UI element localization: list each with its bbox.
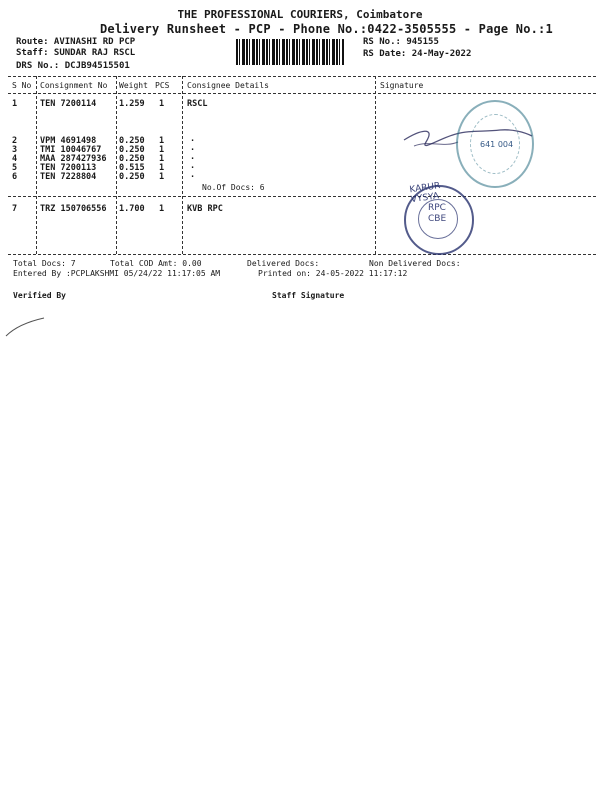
route-label: Route: AVINASHI RD PCP <box>16 37 136 47</box>
barcode <box>236 39 344 65</box>
table-row-consignment: VPM 4691498 <box>40 136 97 146</box>
consignee-name: RSCL <box>187 99 208 109</box>
table-row-weight: 0.515 <box>119 163 145 173</box>
col-header-consignment: Consignment No <box>40 81 108 90</box>
col-divider <box>116 76 117 254</box>
table-row-consignment: TRZ 150706556 <box>40 204 107 214</box>
printed-on: Printed on: 24-05-2022 11:17:12 <box>258 269 408 278</box>
table-row-pcs: 1 <box>159 172 165 182</box>
stamp-ring-text: KARUR VYSYA <box>408 181 441 206</box>
runsheet-title: Delivery Runsheet - PCP - Phone No.:0422-3505555 - Page No.:1 <box>100 22 553 36</box>
total-docs: Total Docs: 7 <box>13 259 76 268</box>
table-row-sno: 1 <box>12 99 18 109</box>
col-divider <box>375 76 376 254</box>
staff-signature-label: Staff Signature <box>272 291 345 300</box>
post-office-stamp <box>456 100 534 188</box>
verifier-pen-mark <box>4 314 48 340</box>
table-row-weight: 0.250 <box>119 145 145 155</box>
table-row-sno: 5 <box>12 163 18 173</box>
docs-count-summary: No.Of Docs: 6 <box>202 183 265 192</box>
table-row-pcs: 1 <box>159 163 165 173</box>
stamp-text: CBE <box>428 214 447 224</box>
col-divider <box>36 76 37 254</box>
col-header-signature: Signature <box>380 81 424 90</box>
table-row-pcs: 1 <box>159 204 165 214</box>
rs-number: RS No.: 945155 <box>363 37 439 47</box>
stamp-text: RPC <box>428 203 446 213</box>
table-row-detail: . <box>190 134 196 144</box>
table-row-weight: 0.250 <box>119 172 145 182</box>
table-row-consignment: TEN 7228804 <box>40 172 97 182</box>
table-row-pcs: 1 <box>159 154 165 164</box>
table-row-detail: . <box>190 143 196 153</box>
company-title: THE PROFESSIONAL COURIERS, Coimbatore <box>177 8 423 21</box>
col-header-consignee: Consignee Details <box>187 81 269 90</box>
delivered-docs: Delivered Docs: <box>247 259 320 268</box>
group-rule <box>8 196 596 197</box>
table-row-sno: 4 <box>12 154 18 164</box>
entered-by: Entered By :PCPLAKSHMI 05/24/22 11:17:05 AM <box>13 269 221 278</box>
table-row-consignment: MAA 287427936 <box>40 154 107 164</box>
table-row-consignment: TEN 7200114 <box>40 99 97 109</box>
bank-seal-stamp <box>404 181 474 255</box>
col-header-sno: S No <box>12 81 32 90</box>
col-header-pcs: PCS <box>155 81 170 90</box>
table-row-sno: 6 <box>12 172 18 182</box>
col-divider <box>182 76 183 254</box>
table-row-weight: 0.250 <box>119 154 145 164</box>
table-row-weight: 1.259 <box>119 99 145 109</box>
col-header-weight: Weight <box>119 81 148 90</box>
table-row-weight: 0.250 <box>119 136 145 146</box>
staff-label: Staff: SUNDAR RAJ RSCL <box>16 48 136 58</box>
table-row-pcs: 1 <box>159 145 165 155</box>
table-row-consignment: TMI 10046767 <box>40 145 102 155</box>
table-row-pcs: 1 <box>159 99 165 109</box>
total-cod: Total COD Amt: 0.00 <box>110 259 202 268</box>
table-row-detail: . <box>190 152 196 162</box>
table-row-consignment: TEN 7200113 <box>40 163 97 173</box>
table-header-rule <box>8 93 596 94</box>
rs-date: RS Date: 24-May-2022 <box>363 49 472 59</box>
table-row-detail: . <box>190 170 196 180</box>
table-bottom-rule <box>8 254 596 255</box>
table-row-detail: . <box>190 161 196 171</box>
table-row-sno: 2 <box>12 136 18 146</box>
non-delivered-docs: Non Delivered Docs: <box>369 259 461 268</box>
table-row-sno: 3 <box>12 145 18 155</box>
table-row-sno: 7 <box>12 204 18 214</box>
table-row-weight: 1.700 <box>119 204 145 214</box>
verified-by-label: Verified By <box>13 291 66 300</box>
table-top-rule <box>8 76 596 77</box>
consignee-name: KVB RPC <box>187 204 223 214</box>
drs-number: DRS No.: DCJB94515501 <box>16 61 130 71</box>
table-row-pcs: 1 <box>159 136 165 146</box>
stamp-pincode: 641 004 <box>480 140 514 149</box>
